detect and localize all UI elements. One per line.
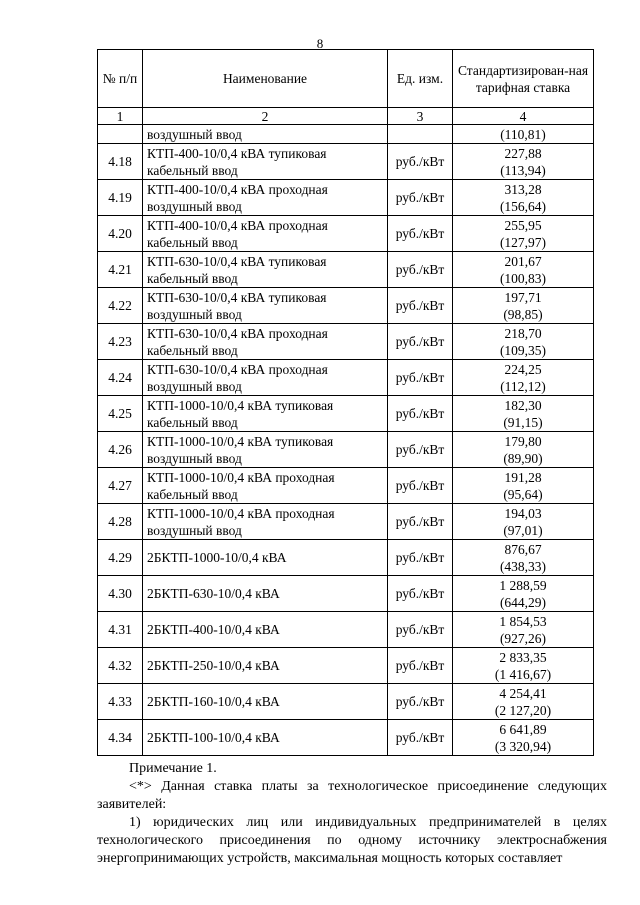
row-name: КТП-630-10/0,4 кВА проходная кабельный ввод: [143, 324, 388, 360]
table-row: [98, 504, 594, 540]
rate-value: 255,95: [504, 217, 542, 233]
table-row: [98, 468, 594, 504]
row-name: КТП-630-10/0,4 кВА тупиковая воздушный ввод: [143, 288, 388, 324]
row-name: 2БКТП-250-10/0,4 кВА: [143, 648, 388, 684]
rate-value: 4 254,41: [499, 685, 547, 701]
row-name: КТП-400-10/0,4 кВА проходная воздушный ввод: [143, 180, 388, 216]
rate-value-secondary: (91,15): [503, 414, 543, 430]
row-num: 4.23: [98, 324, 143, 360]
rate-value: 1 854,53: [499, 613, 547, 629]
table-row: [98, 648, 594, 684]
rate-value: 194,03: [504, 505, 542, 521]
row-rate: [453, 612, 594, 648]
row-rate: [453, 576, 594, 612]
row-rate: (110,81): [453, 125, 594, 144]
row-rate: [453, 360, 594, 396]
row-name: КТП-630-10/0,4 кВА проходная воздушный ввод: [143, 360, 388, 396]
table-header-row: [98, 50, 594, 108]
row-unit: руб./кВт: [388, 540, 453, 576]
rate-value: 6 641,89: [499, 721, 547, 737]
row-unit: руб./кВт: [388, 612, 453, 648]
table-row: [98, 324, 594, 360]
row-num: 4.31: [98, 612, 143, 648]
row-name: воздушный ввод: [143, 125, 388, 144]
rate-value: 2 833,35: [499, 649, 547, 665]
row-rate: [453, 288, 594, 324]
row-name: 2БКТП-400-10/0,4 кВА: [143, 612, 388, 648]
row-rate: [453, 720, 594, 756]
header-rate: Стандартизирован-ная тарифная ставка: [453, 50, 594, 108]
row-rate: [453, 432, 594, 468]
row-rate: [453, 396, 594, 432]
row-num: 4.20: [98, 216, 143, 252]
row-unit: руб./кВт: [388, 720, 453, 756]
table-row: [98, 432, 594, 468]
row-unit: руб./кВт: [388, 468, 453, 504]
row-rate: [453, 684, 594, 720]
row-name: КТП-400-10/0,4 кВА тупиковая кабельный ввод: [143, 144, 388, 180]
rate-value-secondary: (1 416,67): [494, 666, 552, 682]
row-unit: руб./кВт: [388, 684, 453, 720]
row-unit: руб./кВт: [388, 252, 453, 288]
rate-value: 224,25: [504, 361, 542, 377]
rate-value: 179,80: [504, 433, 542, 449]
table-row: [98, 612, 594, 648]
row-rate: [453, 504, 594, 540]
row-name: КТП-630-10/0,4 кВА тупиковая кабельный ввод: [143, 252, 388, 288]
row-num: 4.32: [98, 648, 143, 684]
note-section: [97, 760, 607, 868]
row-num: 4.18: [98, 144, 143, 180]
rate-value-secondary: (156,64): [499, 198, 547, 214]
rate-value-secondary: (127,97): [499, 234, 547, 250]
header-name: Наименование: [143, 50, 388, 108]
table-row: [98, 180, 594, 216]
rate-value-secondary: (97,01): [503, 522, 543, 538]
table-row: [98, 216, 594, 252]
table-row: [98, 288, 594, 324]
rate-value-secondary: (438,33): [499, 558, 547, 574]
row-rate: [453, 180, 594, 216]
rate-value: 876,67: [504, 541, 542, 557]
row-name: КТП-1000-10/0,4 кВА проходная воздушный ввод: [143, 504, 388, 540]
row-num: 4.30: [98, 576, 143, 612]
rate-value-secondary: (3 320,94): [494, 738, 552, 754]
row-name: КТП-1000-10/0,4 кВА тупиковая воздушный ввод: [143, 432, 388, 468]
row-num: 4.21: [98, 252, 143, 288]
column-number: 3: [388, 108, 453, 125]
row-num: 4.19: [98, 180, 143, 216]
row-unit: руб./кВт: [388, 504, 453, 540]
row-num: 4.26: [98, 432, 143, 468]
rate-value: 191,28: [504, 469, 542, 485]
row-unit: руб./кВт: [388, 360, 453, 396]
rate-value: 218,70: [504, 325, 542, 341]
row-num: 4.22: [98, 288, 143, 324]
row-num: 4.33: [98, 684, 143, 720]
table-row: [98, 540, 594, 576]
header-num: № п/п: [98, 50, 143, 108]
rate-value: 201,67: [504, 253, 542, 269]
rate-value: 197,71: [504, 289, 542, 305]
row-unit: руб./кВт: [388, 576, 453, 612]
row-num: 4.29: [98, 540, 143, 576]
row-num: 4.24: [98, 360, 143, 396]
row-num: 4.25: [98, 396, 143, 432]
row-num: 4.34: [98, 720, 143, 756]
rate-value: 313,28: [504, 181, 542, 197]
row-name: 2БКТП-100-10/0,4 кВА: [143, 720, 388, 756]
note-item: 1) юридических лиц или индивидуальных предпринимателей в целях технологического присоединения по одному источнику электроснабжения энергопринимающих устройств, максимальная мощность которых составляет: [97, 815, 607, 866]
row-name: КТП-1000-10/0,4 кВА тупиковая кабельный ввод: [143, 396, 388, 432]
row-rate: [453, 144, 594, 180]
tariff-table: [97, 49, 594, 756]
row-rate: [453, 540, 594, 576]
row-name: КТП-400-10/0,4 кВА проходная кабельный ввод: [143, 216, 388, 252]
row-rate: [453, 324, 594, 360]
row-unit: руб./кВт: [388, 180, 453, 216]
rate-value-secondary: (112,12): [500, 378, 546, 394]
row-rate: [453, 648, 594, 684]
rate-value-secondary: (98,85): [503, 306, 543, 322]
page-number: 8: [316, 36, 324, 51]
table-row: [98, 576, 594, 612]
row-unit: руб./кВт: [388, 216, 453, 252]
rate-value: 182,30: [504, 397, 542, 413]
row-name: 2БКТП-160-10/0,4 кВА: [143, 684, 388, 720]
column-number: 2: [143, 108, 388, 125]
row-num: 4.28: [98, 504, 143, 540]
note-line: <*> Данная ставка платы за технологическое присоединение следующих заявителей:: [97, 779, 607, 812]
row-unit: руб./кВт: [388, 648, 453, 684]
row-unit: руб./кВт: [388, 324, 453, 360]
header-unit: Ед. изм.: [388, 50, 453, 108]
table-row: [98, 720, 594, 756]
column-number: 4: [453, 108, 594, 125]
table-row: [98, 360, 594, 396]
row-num: [98, 125, 143, 144]
table-row: [98, 684, 594, 720]
row-rate: [453, 252, 594, 288]
table-row: [98, 396, 594, 432]
row-unit: руб./кВт: [388, 396, 453, 432]
continuation-row: [98, 125, 594, 144]
column-numbers-row: [98, 108, 594, 125]
row-rate: [453, 468, 594, 504]
row-unit: [388, 125, 453, 144]
rate-value-secondary: (927,26): [499, 630, 547, 646]
row-num: 4.27: [98, 468, 143, 504]
rate-value-secondary: (113,94): [500, 162, 546, 178]
row-unit: руб./кВт: [388, 432, 453, 468]
column-number: 1: [98, 108, 143, 125]
note-title: Примечание 1.: [129, 761, 217, 776]
rate-value: 227,88: [504, 145, 542, 161]
row-unit: руб./кВт: [388, 144, 453, 180]
rate-value-secondary: (644,29): [499, 594, 547, 610]
table-row: [98, 252, 594, 288]
rate-value-secondary: (95,64): [503, 486, 543, 502]
row-rate: [453, 216, 594, 252]
rate-value-secondary: (100,83): [499, 270, 547, 286]
row-name: 2БКТП-1000-10/0,4 кВА: [143, 540, 388, 576]
rate-value: 1 288,59: [499, 577, 547, 593]
rate-value-secondary: (2 127,20): [494, 702, 552, 718]
rate-value-secondary: (109,35): [499, 342, 547, 358]
row-name: 2БКТП-630-10/0,4 кВА: [143, 576, 388, 612]
row-unit: руб./кВт: [388, 288, 453, 324]
row-name: КТП-1000-10/0,4 кВА проходная кабельный ввод: [143, 468, 388, 504]
table-row: [98, 144, 594, 180]
rate-value-secondary: (89,90): [503, 450, 543, 466]
